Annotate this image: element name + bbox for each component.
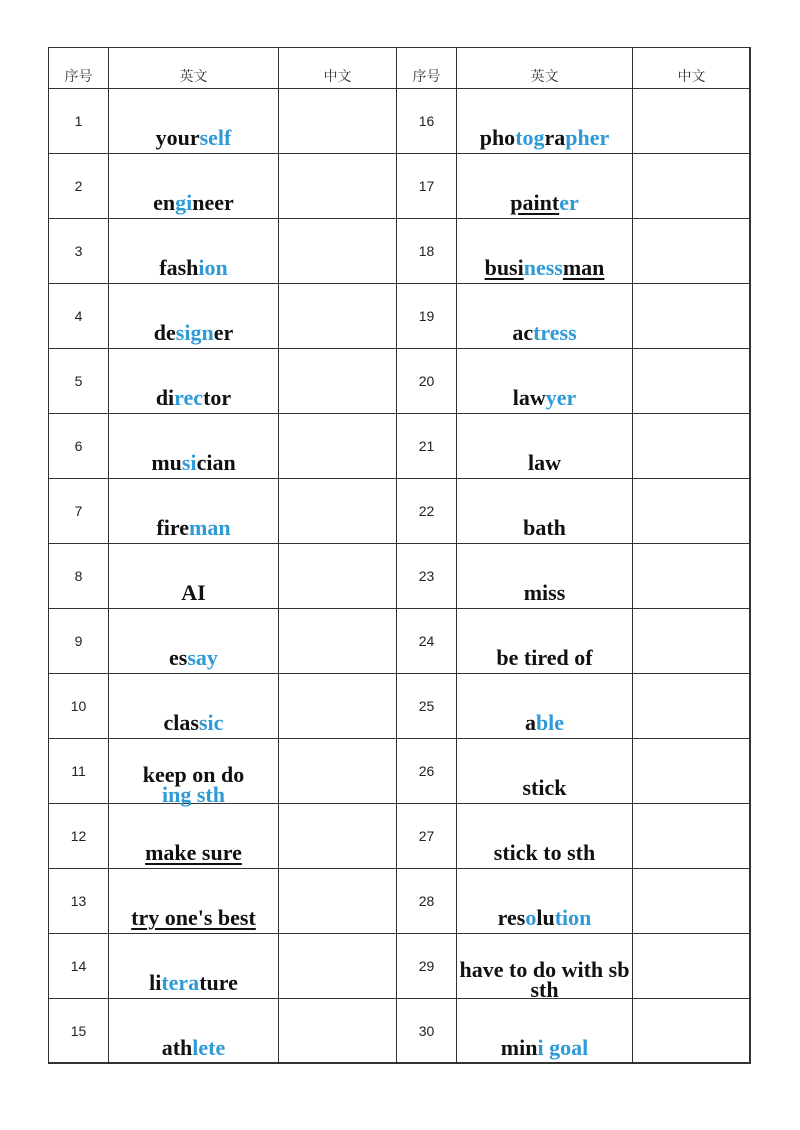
table-row [49, 479, 751, 544]
chinese-answer-cell-right[interactable] [633, 544, 751, 609]
english-cell-right [457, 739, 633, 804]
chinese-answer-cell-right[interactable] [633, 219, 751, 284]
number-cell-left [49, 219, 109, 284]
highlighted-syllable: i goal [537, 1035, 589, 1060]
row-number: 10 [70, 698, 87, 714]
header-num-right: 序号 [397, 48, 457, 89]
table-row [49, 219, 751, 284]
english-cell-right [457, 479, 633, 544]
number-cell-right [397, 219, 457, 284]
english-word [109, 517, 278, 539]
table-header-row [49, 48, 751, 89]
chinese-answer-cell-right[interactable] [633, 804, 751, 869]
chinese-answer-cell-left[interactable] [279, 284, 397, 349]
english-cell-left [109, 544, 279, 609]
word-syllable: have to do with sb sth [459, 957, 630, 1002]
english-cell-left [109, 674, 279, 739]
english-word [457, 647, 632, 669]
english-word [457, 777, 632, 799]
english-word [109, 1037, 278, 1059]
word-syllable: AI [181, 580, 206, 605]
chinese-answer-cell-left[interactable] [279, 609, 397, 674]
chinese-answer-cell-left[interactable] [279, 479, 397, 544]
word-syllable: di [155, 385, 175, 410]
english-word [457, 842, 632, 864]
word-syllable: en [153, 190, 176, 215]
table-row [49, 609, 751, 674]
chinese-answer-cell-left[interactable] [279, 219, 397, 284]
table-row [49, 999, 751, 1064]
table-row [49, 544, 751, 609]
english-cell-left [109, 869, 279, 934]
chinese-answer-cell-right[interactable] [633, 284, 751, 349]
number-cell-right [397, 804, 457, 869]
chinese-answer-cell-right[interactable] [633, 154, 751, 219]
english-word [109, 842, 278, 864]
english-cell-left [109, 219, 279, 284]
row-number: 28 [418, 893, 435, 909]
english-cell-left [109, 739, 279, 807]
number-cell-right [397, 414, 457, 479]
row-number: 2 [74, 178, 83, 194]
chinese-answer-cell-left[interactable] [279, 739, 397, 804]
number-cell-left [49, 284, 109, 349]
number-cell-right [397, 89, 457, 154]
english-word [109, 192, 278, 214]
chinese-answer-cell-right[interactable] [633, 479, 751, 544]
chinese-answer-cell-left[interactable] [279, 414, 397, 479]
highlighted-syllable: lete [192, 1035, 226, 1060]
highlighted-syllable: yer [545, 385, 577, 410]
table-row [49, 284, 751, 349]
row-number: 8 [74, 568, 83, 584]
chinese-answer-cell-right[interactable] [633, 609, 751, 674]
english-word [109, 127, 278, 149]
english-word [457, 387, 632, 409]
number-cell-left [49, 414, 109, 479]
number-cell-right [397, 674, 457, 739]
row-number: 12 [70, 828, 87, 844]
english-cell-left [109, 609, 279, 674]
word-syllable: keep on do [142, 762, 245, 787]
word-syllable: ac [512, 320, 534, 345]
number-cell-right [397, 609, 457, 674]
row-number: 7 [74, 503, 83, 519]
number-cell-left [49, 544, 109, 609]
highlighted-syllable: tress [533, 320, 577, 345]
row-number: 3 [74, 243, 83, 259]
highlighted-syllable: say [187, 645, 218, 670]
highlighted-syllable: sic [199, 710, 224, 735]
english-word [457, 322, 632, 344]
english-cell-right [457, 934, 633, 1002]
row-number: 17 [418, 178, 435, 194]
number-cell-left [49, 999, 109, 1064]
chinese-answer-cell-left[interactable] [279, 89, 397, 154]
table-row [49, 869, 751, 934]
word-syllable: law [512, 385, 546, 410]
english-cell-right [457, 999, 633, 1064]
english-word [457, 517, 632, 539]
word-syllable: min [500, 1035, 538, 1060]
header-chinese-left: 中文 [279, 48, 397, 89]
word-syllable: tor [203, 385, 232, 410]
english-cell-right [457, 869, 633, 934]
chinese-answer-cell-left[interactable] [279, 544, 397, 609]
english-word [109, 322, 278, 344]
english-cell-right [457, 609, 633, 674]
highlighted-syllable: tera [161, 970, 200, 995]
highlighted-syllable: er [559, 190, 579, 215]
number-cell-left [49, 934, 109, 999]
chinese-answer-cell-left[interactable] [279, 349, 397, 414]
vocabulary-table [48, 47, 751, 1064]
table-row [49, 154, 751, 219]
number-cell-left [49, 479, 109, 544]
table-row [49, 349, 751, 414]
chinese-answer-cell-right[interactable] [633, 869, 751, 934]
word-syllable: res [497, 905, 526, 930]
number-cell-right [397, 869, 457, 934]
number-cell-right [397, 934, 457, 999]
word-syllable: mu [151, 450, 182, 475]
row-number: 16 [418, 113, 435, 129]
english-word [109, 907, 278, 929]
english-cell-right [457, 414, 633, 479]
row-number: 20 [418, 373, 435, 389]
chinese-answer-cell-right[interactable] [633, 999, 751, 1064]
highlighted-syllable: o [525, 905, 537, 930]
row-number: 19 [418, 308, 435, 324]
english-cell-left [109, 999, 279, 1064]
word-syllable: es [169, 645, 188, 670]
english-word [109, 452, 278, 474]
highlighted-syllable: self [199, 125, 232, 150]
english-cell-left [109, 934, 279, 999]
english-cell-left [109, 154, 279, 219]
highlighted-syllable: tog [515, 125, 545, 150]
english-word [109, 582, 278, 604]
english-word [457, 192, 632, 214]
highlighted-syllable: man [189, 515, 231, 540]
highlighted-syllable: rec [174, 385, 204, 410]
chinese-answer-cell-right[interactable] [633, 674, 751, 739]
highlighted-syllable: ness [523, 255, 563, 280]
word-syllable: bath [523, 515, 566, 540]
english-word [457, 582, 632, 604]
header-english-right: 英文 [457, 48, 633, 89]
word-syllable: er [213, 320, 234, 345]
english-word [457, 452, 632, 474]
highlighted-syllable: pher [565, 125, 610, 150]
highlighted-syllable: gi [175, 190, 193, 215]
english-word [457, 1037, 632, 1059]
row-number: 11 [71, 763, 86, 779]
table-row [49, 414, 751, 479]
highlighted-syllable: ion [198, 255, 228, 280]
english-cell-right [457, 284, 633, 349]
word-syllable: ra [544, 125, 566, 150]
chinese-answer-cell-right[interactable] [633, 414, 751, 479]
number-cell-left [49, 674, 109, 739]
row-number: 9 [74, 633, 83, 649]
word-syllable: stick [522, 775, 567, 800]
number-cell-right [397, 349, 457, 414]
row-number: 21 [418, 438, 435, 454]
header-num-left: 序号 [49, 48, 109, 89]
english-word [109, 712, 278, 734]
english-cell-right [457, 154, 633, 219]
header-chinese-right: 中文 [633, 48, 751, 89]
table-row [49, 934, 751, 999]
english-word [109, 647, 278, 669]
row-number: 24 [418, 633, 435, 649]
row-number: 6 [74, 438, 83, 454]
row-number: 1 [74, 113, 83, 129]
highlighted-syllable: sign [175, 320, 214, 345]
english-cell-right [457, 89, 633, 154]
row-number: 14 [70, 958, 87, 974]
english-cell-right [457, 674, 633, 739]
english-word [109, 257, 278, 279]
english-cell-right [457, 349, 633, 414]
row-number: 22 [418, 503, 435, 519]
number-cell-left [49, 154, 109, 219]
number-cell-right [397, 154, 457, 219]
word-syllable: pho [479, 125, 516, 150]
english-word [109, 762, 278, 807]
number-cell-left [49, 609, 109, 674]
english-word [457, 257, 632, 279]
english-word [457, 907, 632, 929]
number-cell-right [397, 739, 457, 804]
word-syllable: be tired of [496, 645, 593, 670]
word-syllable: clas [163, 710, 199, 735]
chinese-answer-cell-left[interactable] [279, 869, 397, 934]
highlighted-syllable: tion [554, 905, 592, 930]
row-number: 30 [418, 1023, 435, 1039]
english-word [109, 387, 278, 409]
table-body [49, 89, 751, 1064]
row-number: 13 [70, 893, 87, 909]
chinese-answer-cell-left[interactable] [279, 934, 397, 999]
word-syllable: fire [156, 515, 189, 540]
word-syllable: make sure [145, 840, 242, 865]
word-syllable: law [528, 450, 561, 475]
number-cell-right [397, 479, 457, 544]
row-number: 18 [418, 243, 435, 259]
chinese-answer-cell-right[interactable] [633, 934, 751, 999]
chinese-answer-cell-right[interactable] [633, 89, 751, 154]
english-cell-left [109, 89, 279, 154]
english-cell-left [109, 414, 279, 479]
highlighted-syllable: si [181, 450, 197, 475]
word-syllable: miss [523, 580, 566, 605]
number-cell-left [49, 869, 109, 934]
word-syllable: stick to sth [493, 840, 596, 865]
chinese-answer-cell-right[interactable] [633, 349, 751, 414]
chinese-answer-cell-left[interactable] [279, 674, 397, 739]
word-syllable: a [524, 710, 536, 735]
table-row [49, 739, 751, 804]
row-number: 5 [74, 373, 83, 389]
chinese-answer-cell-left[interactable] [279, 154, 397, 219]
english-cell-right [457, 804, 633, 869]
word-syllable: your [155, 125, 200, 150]
word-syllable: li [149, 970, 162, 995]
english-word [457, 957, 632, 1002]
number-cell-left [49, 739, 109, 804]
word-syllable: try one's best [131, 905, 256, 930]
english-cell-left [109, 349, 279, 414]
word-syllable: lu [536, 905, 555, 930]
word-syllable: fash [159, 255, 199, 280]
english-cell-left [109, 804, 279, 869]
row-number: 4 [74, 308, 83, 324]
number-cell-right [397, 999, 457, 1064]
number-cell-right [397, 544, 457, 609]
header-english-left: 英文 [109, 48, 279, 89]
highlighted-syllable: ing sth [162, 782, 225, 807]
word-syllable: ath [161, 1035, 193, 1060]
word-syllable: neer [192, 190, 234, 215]
row-number: 26 [418, 763, 435, 779]
chinese-answer-cell-left[interactable] [279, 804, 397, 869]
number-cell-left [49, 89, 109, 154]
row-number: 27 [418, 828, 435, 844]
row-number: 25 [418, 698, 435, 714]
english-cell-right [457, 219, 633, 284]
word-syllable: busi [484, 255, 524, 280]
table-row [49, 674, 751, 739]
row-number: 29 [418, 958, 435, 974]
word-syllable: paint [510, 190, 560, 215]
word-syllable: de [153, 320, 176, 345]
english-word [109, 972, 278, 994]
english-cell-left [109, 284, 279, 349]
number-cell-left [49, 804, 109, 869]
row-number: 15 [70, 1023, 87, 1039]
english-word [457, 127, 632, 149]
table-row [49, 89, 751, 154]
number-cell-left [49, 349, 109, 414]
row-number: 23 [418, 568, 435, 584]
word-syllable: ture [199, 970, 238, 995]
vocabulary-sheet [48, 47, 750, 1063]
chinese-answer-cell-right[interactable] [633, 739, 751, 804]
number-cell-right [397, 284, 457, 349]
word-syllable: man [562, 255, 605, 280]
english-cell-left [109, 479, 279, 544]
chinese-answer-cell-left[interactable] [279, 999, 397, 1064]
table-row [49, 804, 751, 869]
english-cell-right [457, 544, 633, 609]
english-word [457, 712, 632, 734]
word-syllable: cian [196, 450, 236, 475]
highlighted-syllable: ble [535, 710, 565, 735]
